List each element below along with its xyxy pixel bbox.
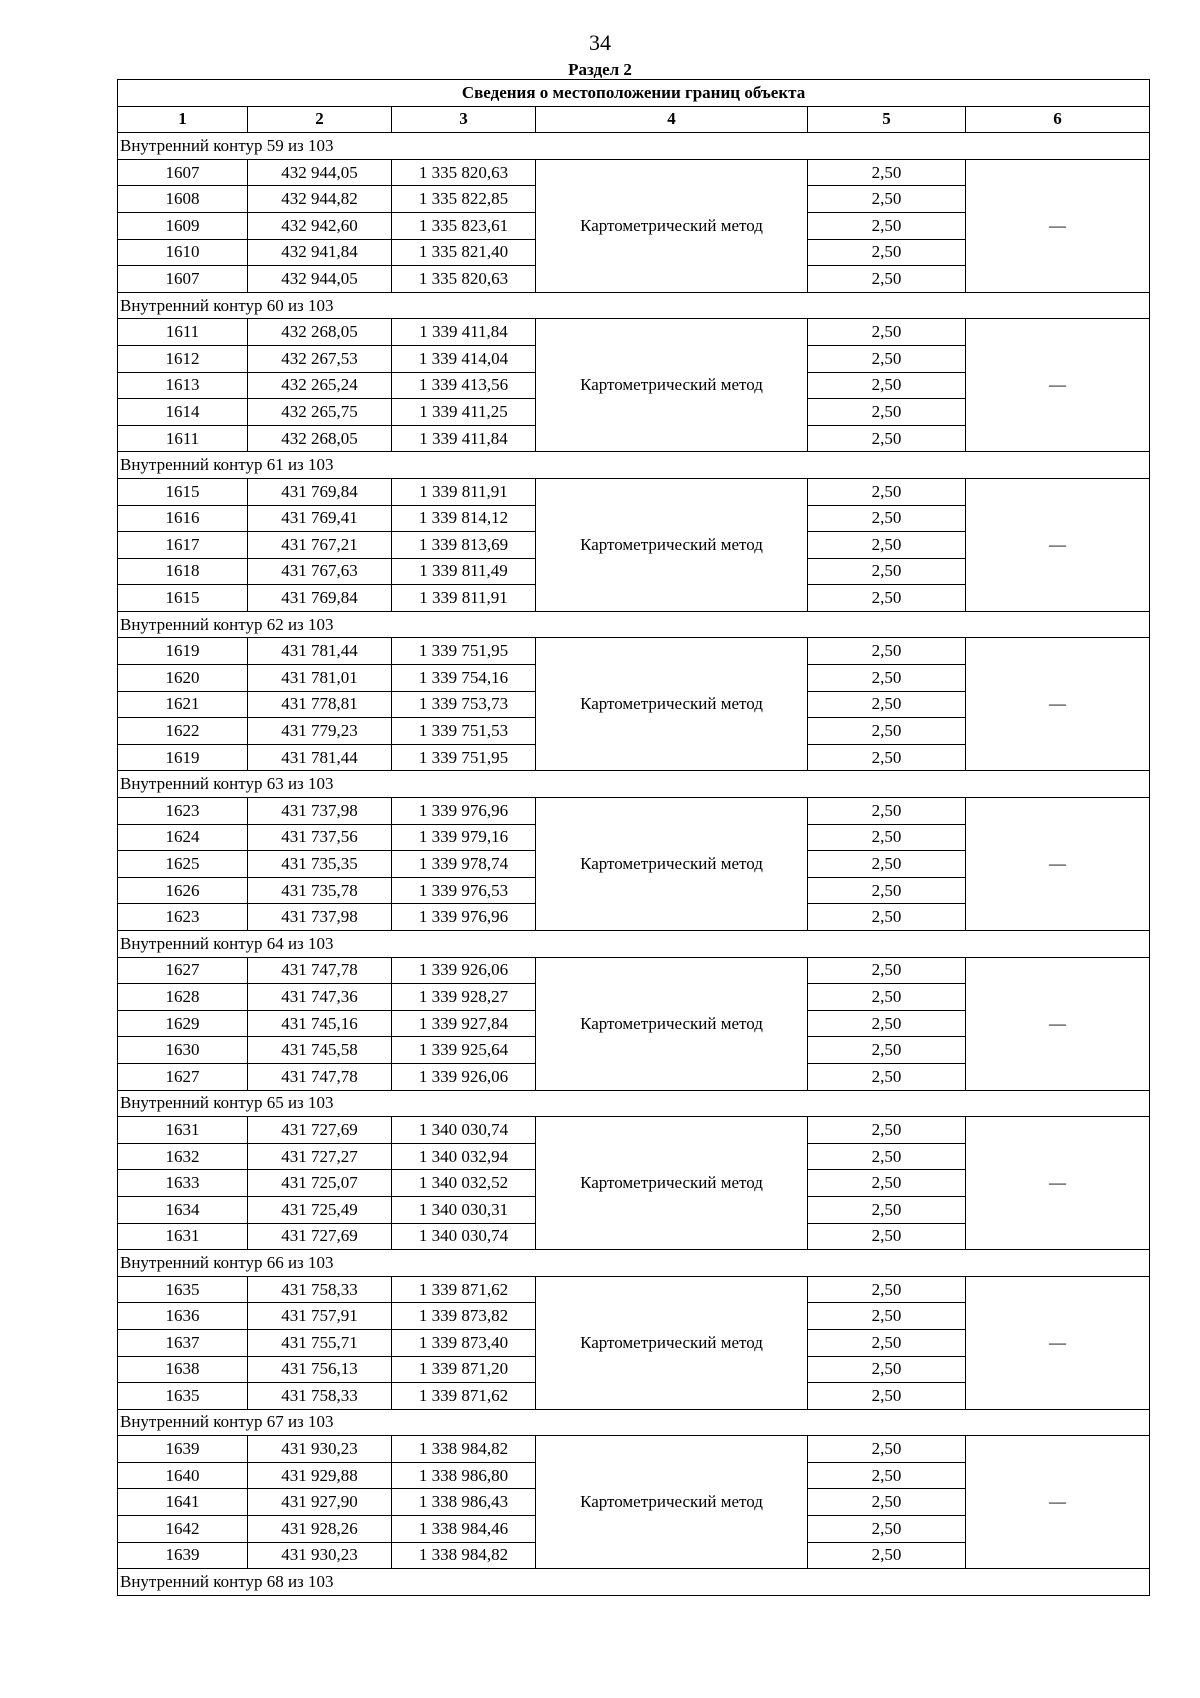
accuracy-value: 2,50: [808, 984, 966, 1011]
contour-label: Внутренний контур 68 из 103: [118, 1569, 1150, 1596]
column-number: 5: [808, 106, 966, 133]
note-cell: —: [966, 1276, 1150, 1409]
contour-header-row: [118, 1409, 1150, 1436]
coordinate-y: 1 338 984,46: [392, 1516, 536, 1543]
table-row: [118, 478, 1150, 505]
point-number: 1615: [118, 478, 248, 505]
accuracy-value: 2,50: [808, 1117, 966, 1144]
accuracy-value: 2,50: [808, 744, 966, 771]
accuracy-value: 2,50: [808, 1516, 966, 1543]
point-number: 1634: [118, 1196, 248, 1223]
coordinate-y: 1 339 979,16: [392, 824, 536, 851]
contour-header-row: [118, 452, 1150, 479]
contour-header-row: [118, 1090, 1150, 1117]
coordinate-x: 431 755,71: [248, 1329, 392, 1356]
table-row: [118, 319, 1150, 346]
table-caption-row: [118, 80, 1150, 107]
contour-header-row: [118, 1569, 1150, 1596]
table-row: [118, 1276, 1150, 1303]
coordinate-y: 1 339 813,69: [392, 532, 536, 559]
coordinate-x: 431 767,21: [248, 532, 392, 559]
point-number: 1625: [118, 851, 248, 878]
point-number: 1608: [118, 186, 248, 213]
contour-label: Внутренний контур 59 из 103: [118, 133, 1150, 160]
contour-header-row: [118, 1250, 1150, 1277]
coordinate-x: 431 737,56: [248, 824, 392, 851]
coordinate-x: 431 779,23: [248, 718, 392, 745]
column-number: 2: [248, 106, 392, 133]
accuracy-value: 2,50: [808, 1010, 966, 1037]
accuracy-value: 2,50: [808, 558, 966, 585]
point-number: 1638: [118, 1356, 248, 1383]
coordinate-x: 431 735,78: [248, 877, 392, 904]
coordinate-x: 431 781,44: [248, 638, 392, 665]
accuracy-value: 2,50: [808, 1329, 966, 1356]
accuracy-value: 2,50: [808, 1436, 966, 1463]
point-number: 1641: [118, 1489, 248, 1516]
contour-label: Внутренний контур 63 из 103: [118, 771, 1150, 798]
point-number: 1609: [118, 212, 248, 239]
contour-label: Внутренний контур 65 из 103: [118, 1090, 1150, 1117]
accuracy-value: 2,50: [808, 798, 966, 825]
contour-header-row: [118, 292, 1150, 319]
point-number: 1640: [118, 1462, 248, 1489]
point-number: 1631: [118, 1223, 248, 1250]
accuracy-value: 2,50: [808, 851, 966, 878]
accuracy-value: 2,50: [808, 1462, 966, 1489]
coordinate-x: 431 727,27: [248, 1143, 392, 1170]
point-number: 1623: [118, 798, 248, 825]
contour-header-row: [118, 931, 1150, 958]
table-row: [118, 957, 1150, 984]
note-cell: —: [966, 1117, 1150, 1250]
point-number: 1607: [118, 266, 248, 293]
coordinate-y: 1 339 811,91: [392, 478, 536, 505]
boundary-table: [117, 79, 1150, 1596]
accuracy-value: 2,50: [808, 1276, 966, 1303]
point-number: 1614: [118, 399, 248, 426]
point-number: 1613: [118, 372, 248, 399]
accuracy-value: 2,50: [808, 532, 966, 559]
coordinate-y: 1 339 811,91: [392, 585, 536, 612]
coordinate-x: 431 929,88: [248, 1462, 392, 1489]
coordinate-x: 431 747,78: [248, 1063, 392, 1090]
coordinate-y: 1 339 814,12: [392, 505, 536, 532]
accuracy-value: 2,50: [808, 718, 966, 745]
point-number: 1642: [118, 1516, 248, 1543]
coordinate-y: 1 339 414,04: [392, 345, 536, 372]
coordinate-x: 431 735,35: [248, 851, 392, 878]
coordinate-y: 1 340 032,52: [392, 1170, 536, 1197]
table-row: [118, 1117, 1150, 1144]
coordinate-y: 1 340 030,31: [392, 1196, 536, 1223]
coordinate-x: 431 727,69: [248, 1117, 392, 1144]
coordinate-x: 431 727,69: [248, 1223, 392, 1250]
accuracy-value: 2,50: [808, 1143, 966, 1170]
accuracy-value: 2,50: [808, 319, 966, 346]
coordinate-y: 1 339 751,95: [392, 638, 536, 665]
point-number: 1612: [118, 345, 248, 372]
accuracy-value: 2,50: [808, 266, 966, 293]
note-cell: —: [966, 957, 1150, 1090]
point-number: 1631: [118, 1117, 248, 1144]
table-row: [118, 798, 1150, 825]
coordinate-y: 1 338 984,82: [392, 1436, 536, 1463]
coordinate-x: 431 758,33: [248, 1276, 392, 1303]
point-number: 1618: [118, 558, 248, 585]
accuracy-value: 2,50: [808, 159, 966, 186]
accuracy-value: 2,50: [808, 957, 966, 984]
coordinate-x: 431 747,36: [248, 984, 392, 1011]
accuracy-value: 2,50: [808, 1037, 966, 1064]
coordinate-y: 1 339 926,06: [392, 957, 536, 984]
coordinate-y: 1 339 871,62: [392, 1276, 536, 1303]
method-cell: Картометрический метод: [536, 159, 808, 292]
coordinate-y: 1 339 925,64: [392, 1037, 536, 1064]
accuracy-value: 2,50: [808, 877, 966, 904]
method-cell: Картометрический метод: [536, 319, 808, 452]
point-number: 1621: [118, 691, 248, 718]
method-cell: Картометрический метод: [536, 798, 808, 931]
contour-label: Внутренний контур 66 из 103: [118, 1250, 1150, 1277]
coordinate-x: 432 265,24: [248, 372, 392, 399]
accuracy-value: 2,50: [808, 212, 966, 239]
coordinate-x: 431 778,81: [248, 691, 392, 718]
accuracy-value: 2,50: [808, 345, 966, 372]
column-number-row: [118, 106, 1150, 133]
coordinate-y: 1 335 820,63: [392, 266, 536, 293]
method-cell: Картометрический метод: [536, 478, 808, 611]
coordinate-x: 431 745,16: [248, 1010, 392, 1037]
point-number: 1637: [118, 1329, 248, 1356]
coordinate-x: 431 769,84: [248, 478, 392, 505]
note-cell: —: [966, 638, 1150, 771]
coordinate-y: 1 335 822,85: [392, 186, 536, 213]
point-number: 1615: [118, 585, 248, 612]
point-number: 1639: [118, 1542, 248, 1569]
coordinate-x: 431 725,49: [248, 1196, 392, 1223]
coordinate-y: 1 339 928,27: [392, 984, 536, 1011]
note-cell: —: [966, 1436, 1150, 1569]
contour-label: Внутренний контур 61 из 103: [118, 452, 1150, 479]
point-number: 1633: [118, 1170, 248, 1197]
table-row: [118, 159, 1150, 186]
coordinate-x: 431 756,13: [248, 1356, 392, 1383]
coordinate-x: 431 725,07: [248, 1170, 392, 1197]
contour-label: Внутренний контур 60 из 103: [118, 292, 1150, 319]
point-number: 1639: [118, 1436, 248, 1463]
accuracy-value: 2,50: [808, 239, 966, 266]
column-number: 4: [536, 106, 808, 133]
point-number: 1623: [118, 904, 248, 931]
coordinate-y: 1 339 413,56: [392, 372, 536, 399]
coordinate-y: 1 339 754,16: [392, 665, 536, 692]
method-cell: Картометрический метод: [536, 957, 808, 1090]
coordinate-x: 431 927,90: [248, 1489, 392, 1516]
accuracy-value: 2,50: [808, 638, 966, 665]
accuracy-value: 2,50: [808, 372, 966, 399]
coordinate-y: 1 339 871,62: [392, 1383, 536, 1410]
accuracy-value: 2,50: [808, 904, 966, 931]
coordinate-x: 431 781,01: [248, 665, 392, 692]
accuracy-value: 2,50: [808, 691, 966, 718]
accuracy-value: 2,50: [808, 585, 966, 612]
coordinate-x: 432 944,82: [248, 186, 392, 213]
coordinate-x: 431 767,63: [248, 558, 392, 585]
contour-header-row: [118, 611, 1150, 638]
coordinate-y: 1 339 871,20: [392, 1356, 536, 1383]
point-number: 1628: [118, 984, 248, 1011]
accuracy-value: 2,50: [808, 186, 966, 213]
coordinate-x: 431 928,26: [248, 1516, 392, 1543]
coordinate-y: 1 339 873,82: [392, 1303, 536, 1330]
method-cell: Картометрический метод: [536, 1117, 808, 1250]
coordinate-y: 1 339 751,95: [392, 744, 536, 771]
coordinate-y: 1 339 978,74: [392, 851, 536, 878]
accuracy-value: 2,50: [808, 1196, 966, 1223]
coordinate-y: 1 339 411,84: [392, 319, 536, 346]
column-number: 3: [392, 106, 536, 133]
accuracy-value: 2,50: [808, 1489, 966, 1516]
point-number: 1619: [118, 638, 248, 665]
coordinate-y: 1 339 976,96: [392, 798, 536, 825]
coordinate-y: 1 338 986,43: [392, 1489, 536, 1516]
contour-header-row: [118, 133, 1150, 160]
coordinate-x: 431 781,44: [248, 744, 392, 771]
coordinate-y: 1 339 976,96: [392, 904, 536, 931]
point-number: 1617: [118, 532, 248, 559]
point-number: 1635: [118, 1276, 248, 1303]
contour-label: Внутренний контур 67 из 103: [118, 1409, 1150, 1436]
table-caption: Сведения о местоположении границ объекта: [118, 80, 1150, 107]
accuracy-value: 2,50: [808, 478, 966, 505]
table-body: [118, 80, 1150, 1596]
table-row: [118, 638, 1150, 665]
coordinate-x: 432 267,53: [248, 345, 392, 372]
coordinate-x: 431 757,91: [248, 1303, 392, 1330]
column-number: 6: [966, 106, 1150, 133]
coordinate-y: 1 339 976,53: [392, 877, 536, 904]
coordinate-y: 1 339 751,53: [392, 718, 536, 745]
accuracy-value: 2,50: [808, 399, 966, 426]
coordinate-y: 1 338 986,80: [392, 1462, 536, 1489]
contour-header-row: [118, 771, 1150, 798]
point-number: 1616: [118, 505, 248, 532]
coordinate-y: 1 338 984,82: [392, 1542, 536, 1569]
point-number: 1610: [118, 239, 248, 266]
accuracy-value: 2,50: [808, 425, 966, 452]
point-number: 1627: [118, 1063, 248, 1090]
point-number: 1636: [118, 1303, 248, 1330]
coordinate-x: 431 747,78: [248, 957, 392, 984]
coordinate-x: 432 268,05: [248, 319, 392, 346]
coordinate-x: 431 737,98: [248, 798, 392, 825]
accuracy-value: 2,50: [808, 1063, 966, 1090]
point-number: 1632: [118, 1143, 248, 1170]
point-number: 1624: [118, 824, 248, 851]
coordinate-y: 1 339 811,49: [392, 558, 536, 585]
coordinate-y: 1 339 411,25: [392, 399, 536, 426]
coordinate-x: 432 268,05: [248, 425, 392, 452]
coordinate-y: 1 340 030,74: [392, 1223, 536, 1250]
note-cell: —: [966, 159, 1150, 292]
coordinate-y: 1 340 032,94: [392, 1143, 536, 1170]
accuracy-value: 2,50: [808, 1303, 966, 1330]
coordinate-x: 432 942,60: [248, 212, 392, 239]
coordinate-y: 1 339 753,73: [392, 691, 536, 718]
note-cell: —: [966, 478, 1150, 611]
coordinate-x: 432 944,05: [248, 266, 392, 293]
coordinate-y: 1 339 927,84: [392, 1010, 536, 1037]
point-number: 1629: [118, 1010, 248, 1037]
page-number: 34: [589, 30, 611, 55]
accuracy-value: 2,50: [808, 1542, 966, 1569]
column-number: 1: [118, 106, 248, 133]
coordinate-x: 431 930,23: [248, 1436, 392, 1463]
coordinate-x: 431 737,98: [248, 904, 392, 931]
accuracy-value: 2,50: [808, 1223, 966, 1250]
point-number: 1627: [118, 957, 248, 984]
point-number: 1635: [118, 1383, 248, 1410]
point-number: 1611: [118, 425, 248, 452]
coordinate-y: 1 339 873,40: [392, 1329, 536, 1356]
coordinate-y: 1 339 411,84: [392, 425, 536, 452]
method-cell: Картометрический метод: [536, 1436, 808, 1569]
coordinate-y: 1 339 926,06: [392, 1063, 536, 1090]
coordinate-x: 431 745,58: [248, 1037, 392, 1064]
point-number: 1626: [118, 877, 248, 904]
contour-label: Внутренний контур 62 из 103: [118, 611, 1150, 638]
accuracy-value: 2,50: [808, 1170, 966, 1197]
point-number: 1611: [118, 319, 248, 346]
accuracy-value: 2,50: [808, 1383, 966, 1410]
table-row: [118, 1436, 1150, 1463]
point-number: 1620: [118, 665, 248, 692]
point-number: 1622: [118, 718, 248, 745]
coordinate-x: 432 944,05: [248, 159, 392, 186]
coordinate-x: 431 769,41: [248, 505, 392, 532]
method-cell: Картометрический метод: [536, 638, 808, 771]
accuracy-value: 2,50: [808, 665, 966, 692]
contour-label: Внутренний контур 64 из 103: [118, 931, 1150, 958]
method-cell: Картометрический метод: [536, 1276, 808, 1409]
note-cell: —: [966, 319, 1150, 452]
coordinate-y: 1 340 030,74: [392, 1117, 536, 1144]
coordinate-y: 1 335 823,61: [392, 212, 536, 239]
coordinate-y: 1 335 820,63: [392, 159, 536, 186]
accuracy-value: 2,50: [808, 1356, 966, 1383]
point-number: 1619: [118, 744, 248, 771]
coordinate-x: 431 769,84: [248, 585, 392, 612]
point-number: 1607: [118, 159, 248, 186]
note-cell: —: [966, 798, 1150, 931]
accuracy-value: 2,50: [808, 824, 966, 851]
coordinate-x: 431 758,33: [248, 1383, 392, 1410]
coordinate-x: 432 941,84: [248, 239, 392, 266]
section-title: Раздел 2: [568, 60, 632, 79]
point-number: 1630: [118, 1037, 248, 1064]
coordinate-x: 432 265,75: [248, 399, 392, 426]
accuracy-value: 2,50: [808, 505, 966, 532]
coordinate-x: 431 930,23: [248, 1542, 392, 1569]
coordinate-y: 1 335 821,40: [392, 239, 536, 266]
